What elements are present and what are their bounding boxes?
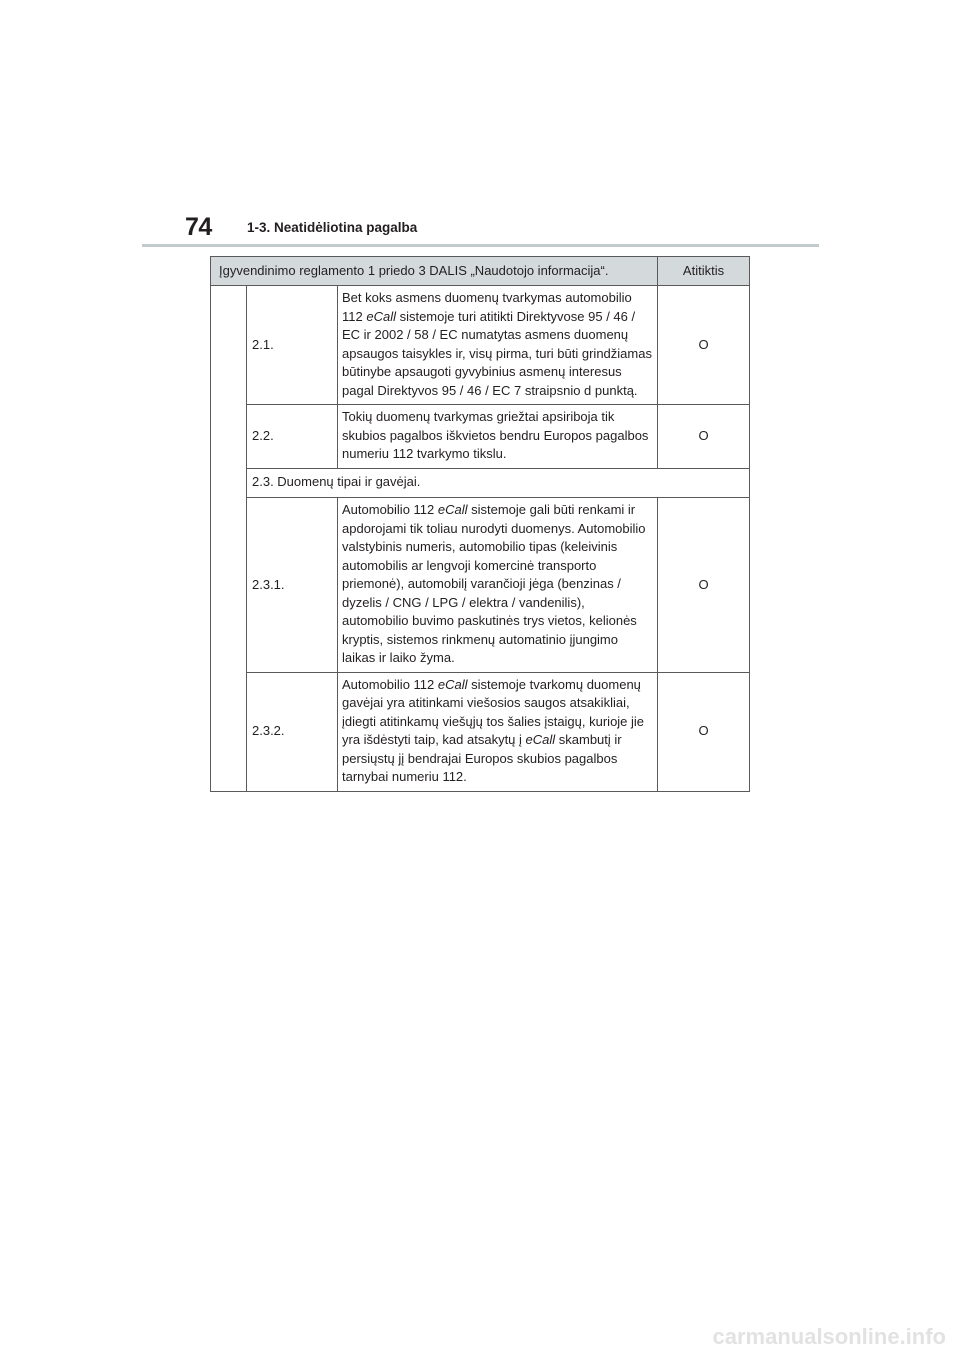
table-subheader-row — [211, 468, 750, 498]
table-row — [211, 672, 750, 791]
indent-cell — [211, 286, 247, 792]
row-text-part: sistemoje tvarkomų duomenų gavėjai yra atitinkami viešosios saugos atsakikliai, įdiegti atitinkamų viešųjų tos šalies įstaigų, kurioje jie yra išdėstyti taip, kad atsakytų į — [342, 676, 645, 747]
row-text-part: Automobilio 112 — [342, 502, 438, 517]
table-row — [211, 286, 750, 405]
row-number: 2.3.1. — [247, 498, 338, 673]
header-divider — [142, 244, 819, 247]
row-text-italic: eCall — [366, 308, 396, 324]
row-comply: O — [658, 405, 750, 469]
row-text — [338, 498, 658, 673]
row-text-part: sistemoje gali būti renkami ir apdorojami tik toliau nurodyti duomenys. Automobilio valstybinis numeris, automobilio tipas (keleivinis automobilis ar lengvoji komercinė transporto priemonė), automobilį varančioji jėga (benzinas / dyzelis / CNG / LPG / elektra / vandenilis), automobilio buvimo paskutinės trys vietos, kelionės kryptis, sistemos rinkmenų automatinio įjungimo laikas ir laiko žyma. — [342, 502, 646, 665]
row-text-part: Automobilio 112 — [342, 676, 438, 692]
row-text-italic: eCall — [437, 676, 468, 692]
row-text — [338, 286, 658, 405]
page-number: 74 — [185, 213, 212, 241]
row-comply: O — [658, 672, 750, 791]
table-header-comply: Atitiktis — [658, 257, 750, 286]
row-text-part: sistemoje turi atitikti Direktyvose 95 / 46 / EC ir 2002 / 58 / EC numatytas asmens duomenų apsaugos taisykles ir, visų pirma, turi būti grindžiamas būtinybe apsaugoti gyvybinius asmenų interesus pagal Direktyvos 95 / 46 / EC 7 straipsnio d punktą. — [342, 308, 652, 398]
table-row — [211, 498, 750, 673]
watermark: carmanualsonline.info — [712, 1324, 946, 1349]
row-subheader: 2.3. Duomenų tipai ir gavėjai. — [247, 468, 750, 498]
row-text-part: Bet koks asmens duomenų tvarkymas automobilio 112 — [342, 290, 632, 324]
regulation-table — [210, 256, 750, 792]
row-number: 2.3.2. — [247, 672, 338, 791]
row-text-part: skambutį ir persiųstų jį bendrajai Europos skubios pagalbos tarnybai numeriu 112. — [342, 732, 622, 784]
table-header-row — [211, 257, 750, 286]
section-title: 1-3. Neatidėliotina pagalba — [247, 220, 418, 235]
row-text — [338, 672, 658, 791]
row-comply: O — [658, 286, 750, 405]
row-text: Tokių duomenų tvarkymas griežtai apsiriboja tik skubios pagalbos iškvietos bendru Europos pagalbos numeriu 112 tvarkymo tikslu. — [338, 405, 658, 469]
row-comply: O — [658, 498, 750, 673]
row-number: 2.1. — [247, 286, 338, 405]
table-header-title: Įgyvendinimo reglamento 1 priedo 3 DALIS „Naudotojo informacija“. — [211, 257, 658, 286]
row-number: 2.2. — [247, 405, 338, 469]
table-row — [211, 405, 750, 469]
row-text-italic: eCall — [525, 732, 556, 747]
row-text-italic: eCall — [437, 502, 468, 517]
